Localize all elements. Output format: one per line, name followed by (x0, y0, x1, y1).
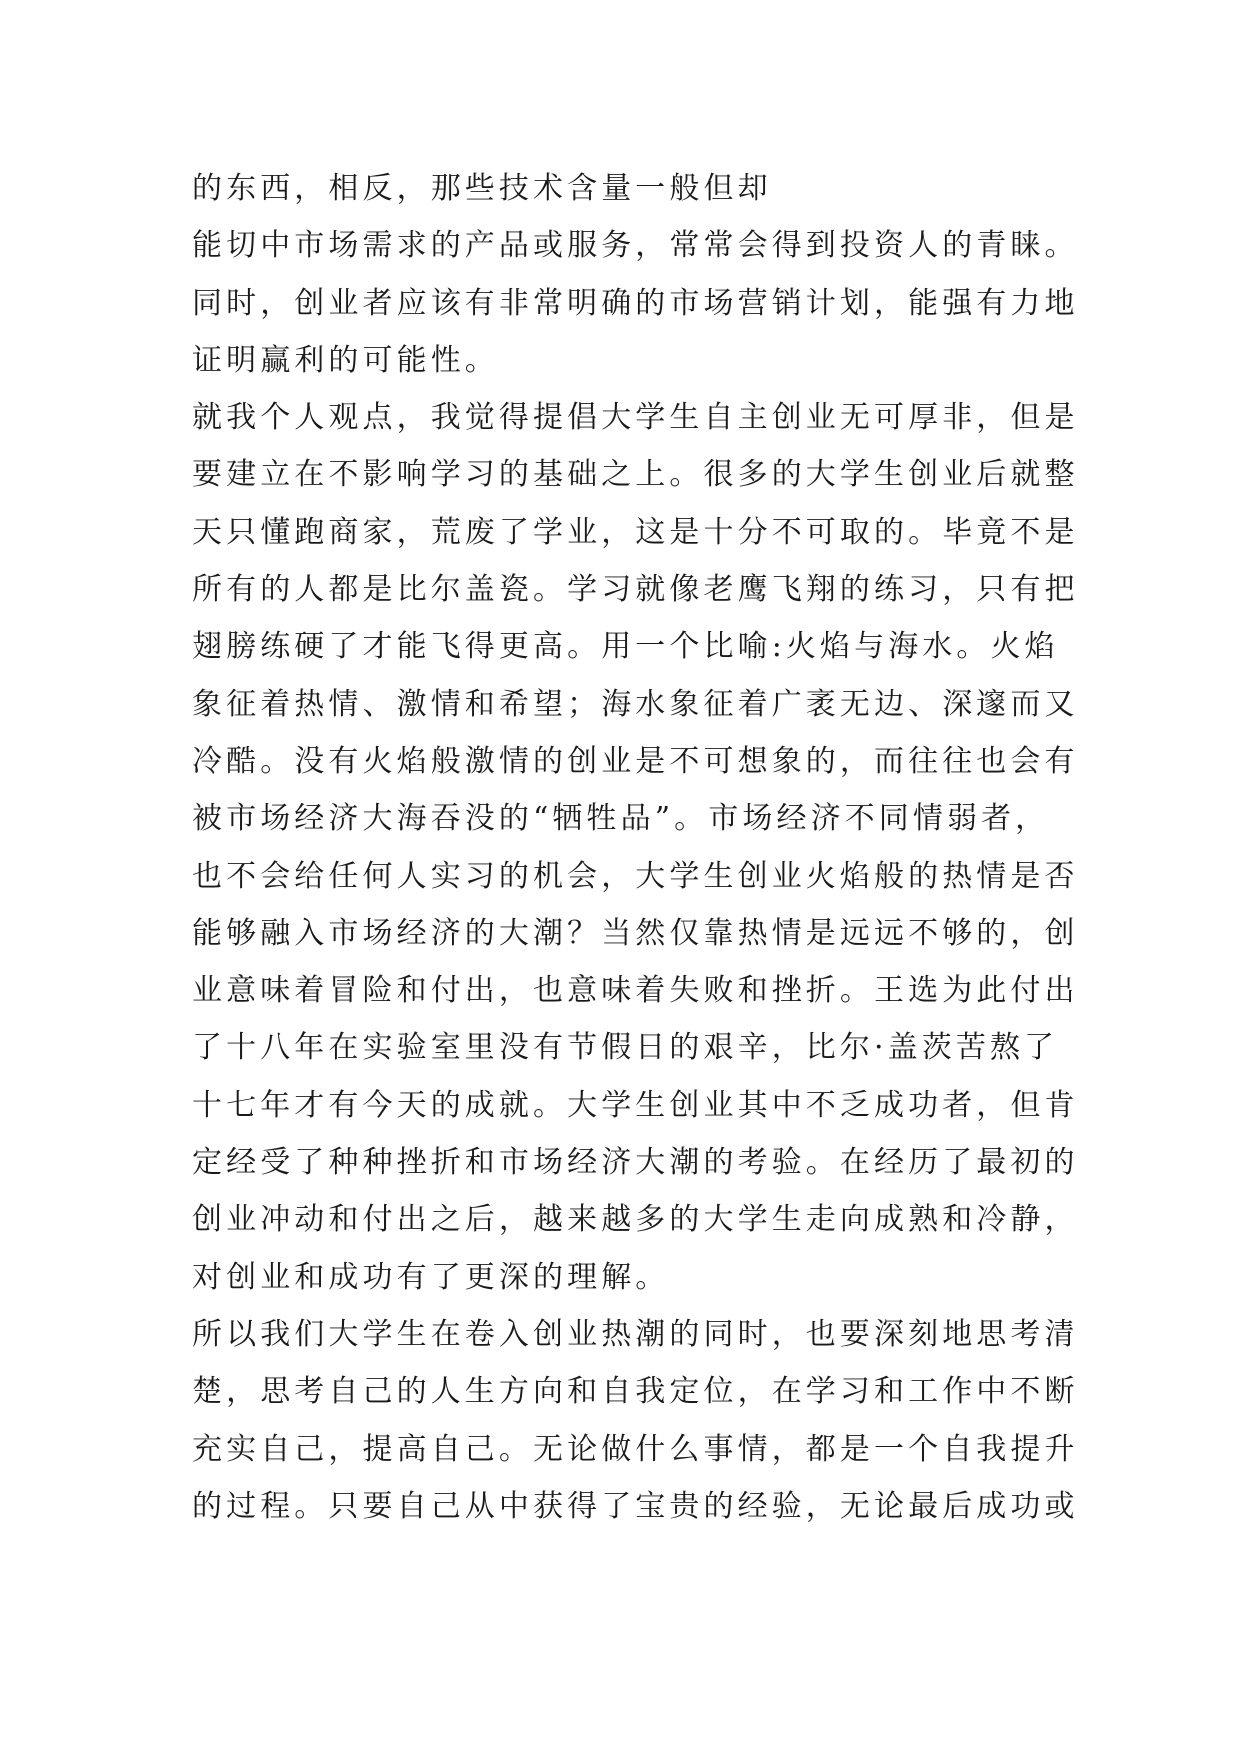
text-line: 的东西，相反，那些技术含量一般但却 (192, 171, 772, 206)
text-line: 楚，思考自己的人生方向和自我定位，在学习和工作中不断 (192, 1374, 1079, 1410)
text-line: 的过程。只要自己从中获得了宝贵的经验，无论最后成功或 (192, 1488, 1079, 1524)
text-line: 冷酷。没有火焰般激情的创业是不可想象的，而往往也会有 (192, 743, 1079, 779)
text-line: 所以我们大学生在卷入创业热潮的同时，也要深刻地思考清 (192, 1316, 1079, 1352)
text-line: 定经受了种种挫折和市场经济大潮的考验。在经历了最初的 (192, 1145, 1079, 1181)
text-line: 所有的人都是比尔盖瓷。学习就像老鹰飞翔的练习，只有把 (192, 572, 1079, 608)
text-line: 同时，创业者应该有非常明确的市场营销计划，能强有力地 (192, 285, 1079, 321)
text-line: 翅膀练硬了才能飞得更高。用一个比喻:火焰与海水。火焰 (192, 629, 1059, 665)
text-line: 业意味着冒险和付出，也意味着失败和挫折。王选为此付出 (192, 973, 1079, 1009)
text-line: 被市场经济大海吞没的“牺牲品”。市场经济不同情弱者， (192, 801, 1050, 837)
text-line: 对创业和成功有了更深的理解。 (192, 1259, 670, 1295)
text-line: 也不会给任何人实习的机会，大学生创业火焰般的热情是否 (192, 858, 1079, 894)
text-line: 十七年才有今天的成就。大学生创业其中不乏成功者，但肯 (192, 1087, 1079, 1123)
text-line: 创业冲动和付出之后，越来越多的大学生走向成熟和冷静， (192, 1202, 1079, 1238)
text-line: 能切中市场需求的产品或服务，常常会得到投资人的青睐。 (192, 228, 1079, 264)
text-line: 了十八年在实验室里没有节假日的艰辛，比尔·盖茨苦熬了 (192, 1030, 1059, 1066)
text-line: 能够融入市场经济的大潮？当然仅靠热情是远远不够的，创 (192, 915, 1079, 951)
text-line: 象征着热情、激情和希望；海水象征着广袤无边、深邃而又 (192, 686, 1079, 722)
text-line: 要建立在不影响学习的基础之上。很多的大学生创业后就整 (192, 457, 1079, 493)
text-line: 就我个人观点，我觉得提倡大学生自主创业无可厚非，但是 (192, 400, 1079, 436)
document-body (192, 160, 1079, 1535)
text-line: 充实自己，提高自己。无论做什么事情，都是一个自我提升 (192, 1431, 1079, 1467)
text-line: 证明赢利的可能性。 (192, 342, 499, 378)
text-line: 天只懂跑商家，荒废了学业，这是十分不可取的。毕竟不是 (192, 514, 1079, 550)
